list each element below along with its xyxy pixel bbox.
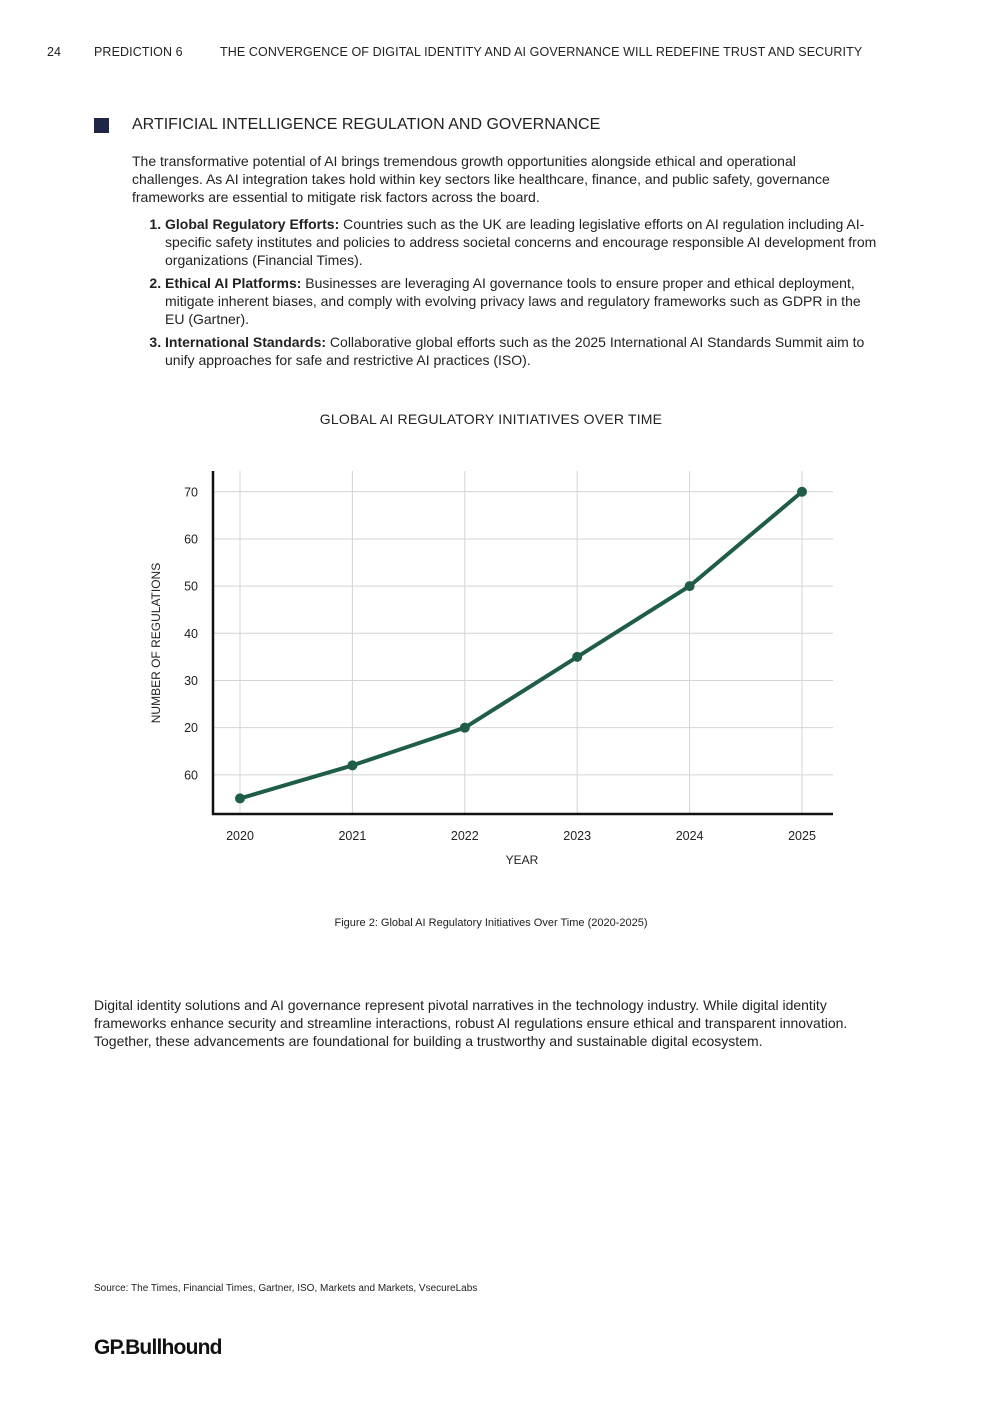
y-tick-label: 70 (184, 485, 198, 500)
x-tick-labels (226, 829, 816, 843)
source-note: Source: The Times, Financial Times, Gartner, ISO, Markets and Markets, VsecureLabs (94, 1283, 478, 1294)
data-point (347, 760, 357, 770)
chart-title: GLOBAL AI REGULATORY INITIATIVES OVER TIME (319, 411, 663, 427)
section-title: ARTIFICIAL INTELLIGENCE REGULATION AND GOVERNANCE (132, 116, 601, 133)
logo: GP.Bullhound (94, 1336, 222, 1359)
header-section: PREDICTION 6 (94, 45, 183, 59)
y-tick-labels (184, 485, 198, 782)
closing-paragraph: Digital identity solutions and AI governance represent pivotal narratives in the technology industry. While digital identity frameworks enhance security and streamline interactions, robust AI regulations ensure ethical and transparent innovation. Together, these advancements are foundational for building a trustworthy and sustainable digital ecosystem. (94, 997, 848, 1049)
series-line-path (240, 492, 802, 799)
y-tick-label: 60 (184, 532, 198, 547)
x-tick-label: 2024 (675, 829, 704, 843)
y-axis-label: NUMBER OF REGULATIONS (149, 562, 163, 724)
series-line (235, 487, 807, 804)
item-term: Ethical AI Platforms: (165, 275, 302, 291)
x-tick-label: 2020 (226, 829, 254, 843)
y-tick-label: 60 (184, 768, 198, 783)
figure-caption: Figure 2: Global AI Regulatory Initiatives Over Time (2020-2025) (334, 917, 648, 929)
x-tick-label: 2025 (788, 829, 816, 843)
header-title: THE CONVERGENCE OF DIGITAL IDENTITY AND AI GOVERNANCE WILL REDEFINE TRUST AND SECURITY (220, 45, 863, 59)
item-term: International Standards: (165, 334, 327, 350)
y-tick-label: 20 (184, 721, 198, 736)
data-point (685, 581, 695, 591)
x-tick-label: 2021 (338, 829, 367, 843)
data-point (235, 793, 245, 803)
item-text: Countries such as the UK are leading legislative efforts on AI regulation including AI-specific safety institutes and policies to address societal concerns and encourage responsible AI development from organizations (Financial Times). (165, 216, 877, 268)
y-tick-label: 50 (184, 579, 198, 594)
grid (213, 471, 833, 814)
intro-paragraph: The transformative potential of AI brings tremendous growth opportunities alongside ethical and operational challenges. As AI integration takes hold within key sectors like healthcare, finance, and public safety, governance frameworks are essential to mitigate risk factors across the board. (132, 153, 830, 205)
x-axis-label: YEAR (505, 853, 539, 867)
data-point (460, 723, 470, 733)
item-text: Collaborative global efforts such as the 2025 International AI Standards Summit aim to unify approaches for safe and restrictive AI practices (ISO). (165, 334, 865, 368)
item-term: Global Regulatory Efforts: (165, 216, 340, 232)
page-number: 24 (47, 45, 62, 59)
data-point (797, 487, 807, 497)
x-tick-label: 2022 (450, 829, 479, 843)
data-point (572, 652, 582, 662)
y-tick-label: 30 (184, 673, 198, 688)
y-tick-label: 40 (184, 626, 198, 641)
x-tick-label: 2023 (563, 829, 592, 843)
item-text: Businesses are leveraging AI governance tools to ensure proper and ethical deployment, mitigate inherent biases, and comply with evolving privacy laws and regulatory frameworks such as GDPR in the EU (Gartner). (165, 275, 861, 327)
